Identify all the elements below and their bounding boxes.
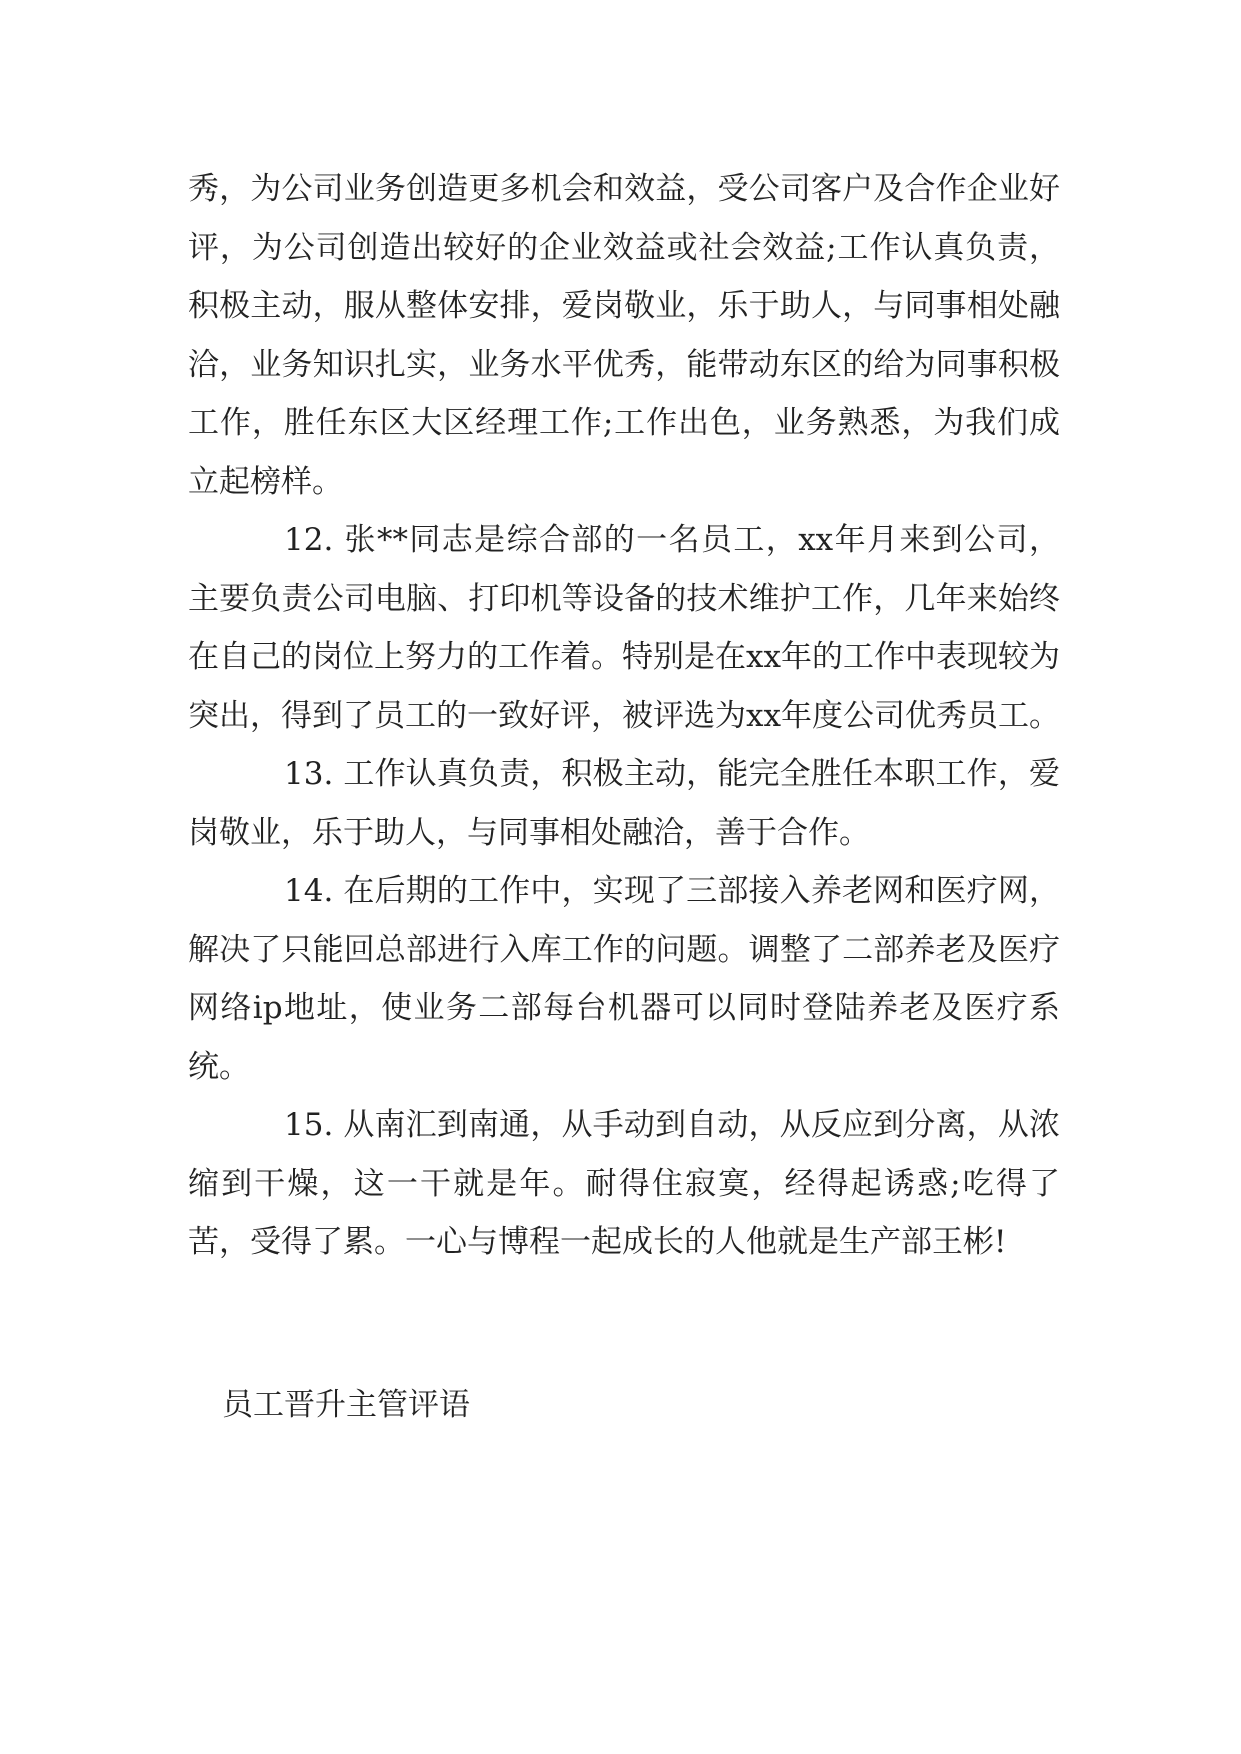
- paragraph-item-14: 14. 在后期的工作中，实现了三部接入养老网和医疗网，解决了只能回总部进行入库工作的问题。调整了二部养老及医疗网络ip地址，使业务二部每台机器可以同时登陆养老及医疗系统。: [188, 873, 1060, 1085]
- paragraph-item-15: 15. 从南汇到南通，从手动到自动，从反应到分离，从浓缩到干燥，这一干就是年。耐得住寂寞，经得起诱惑;吃得了苦，受得了累。一心与博程一起成长的人他就是生产部王彬!: [188, 1107, 1060, 1260]
- paragraph-item-13: 13. 工作认真负责，积极主动，能完全胜任本职工作，爱岗敬业，乐于助人，与同事相处融洽，善于合作。: [188, 756, 1060, 851]
- paragraph-continuation: 秀，为公司业务创造更多机会和效益，受公司客户及合作企业好评，为公司创造出较好的企业效益或社会效益;工作认真负责，积极主动，服从整体安排，爱岗敬业，乐于助人，与同事相处融洽，业务知识扎实，业务水平优秀，能带动东区的给为同事积极工作，胜任东区大区经理工作;工作出色，业务熟悉，为我们成立起榜样。: [188, 171, 1060, 500]
- paragraph-item-12: 12. 张**同志是综合部的一名员工，xx年月来到公司，主要负责公司电脑、打印机等设备的技术维护工作，几年来始终在自己的岗位上努力的工作着。特别是在xx年的工作中表现较为突出，得到了员工的一致好评，被评选为xx年度公司优秀员工。: [188, 522, 1060, 734]
- document-body: [188, 160, 1060, 1272]
- section-heading: 员工晋升主管评语: [222, 1387, 470, 1423]
